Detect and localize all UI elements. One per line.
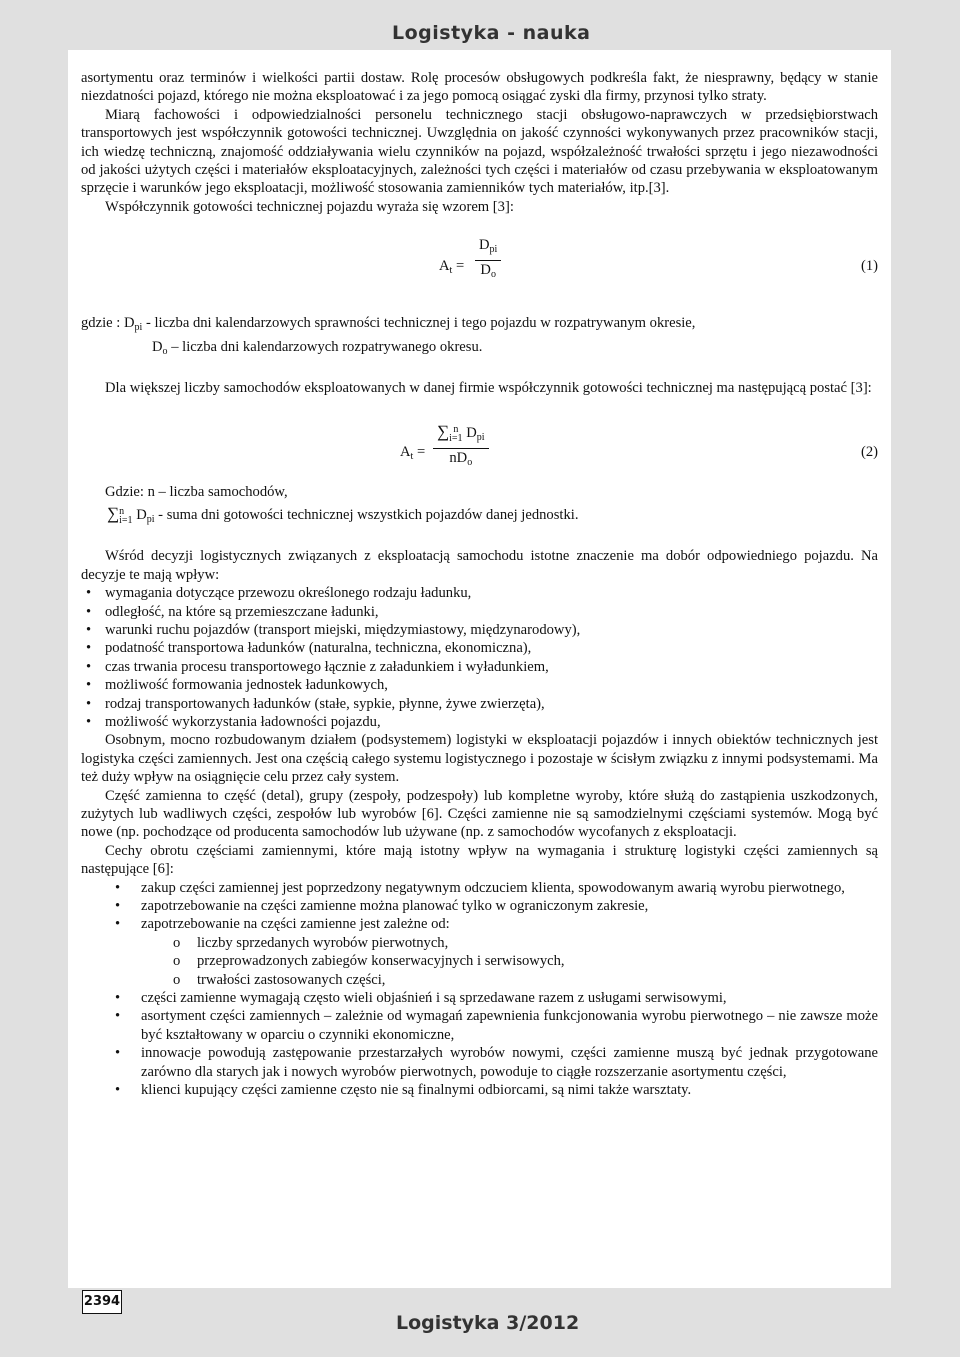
- decision-factors-list: [81, 584, 878, 731]
- formula-2: [81, 397, 878, 483]
- list-item: • warunki ruchu pojazdów (transport miejski, międzymiastowy, międzynarodowy),: [86, 621, 581, 638]
- spare-parts-features-list: [81, 879, 878, 934]
- list-item: • asortyment części zamiennych – zależnie od wymagań zapewnienia funkcjonowania wyrobu pierwotnego – nie zawsze może być kształtowany w oparciu o czynniki ekonomiczne,: [115, 1008, 878, 1043]
- list-item: • wymagania dotyczące przewozu określonego rodzaju ładunku,: [86, 585, 472, 602]
- paragraph: Miarą fachowości i odpowiedzialności personelu technicznego stacji obsługowo-naprawczych w przedsiębiorstwach transportowych jest współczynnik gotowości technicznej. Uwzględnia on jakość czynności wykonywanych przez pracowników stacji, ich wiedzę techniczną, znajomość oddziaływania wielu czynników na pojazd, współzależność trwałości sprzętu i jego niezawodności od jakości użytych części i materiałów eksploatacyjnych, zależności tych części i materiałów od czasu przebywania w eksploatowanym sprzęcie i warunków jego eksploatacji, możliwość stosowania zamienników tych materiałów, itp.[3].: [81, 106, 878, 197]
- demand-factors-sublist: [81, 934, 878, 989]
- list-item: • innowacje powodują zastępowanie przestarzałych wyrobów nowymi, części zamienne muszą być jednak przygotowane zarówno dla starych jak i nowych wyrobów pierwotnych, powoduje to ciągłe rozszerzanie asortymentu części,: [115, 1045, 878, 1080]
- formula-2-explanation: Gdzie: n – liczba samochodów,: [105, 484, 288, 501]
- list-item: o trwałości zastosowanych części,: [173, 971, 386, 988]
- paragraph: Wśród decyzji logistycznych związanych z eksploatacją samochodu istotne znaczenie ma dobór odpowiedniego pojazdu. Na decyzje te mają wpływ:: [81, 548, 878, 583]
- list-item: • klienci kupujący części zamienne często nie są finalnymi odbiorcami, są nimi także warsztaty.: [115, 1082, 692, 1099]
- formula-2-lhs: $A_t$ =: [400, 444, 426, 463]
- list-item: • zapotrzebowanie na części zamienne jest zależne od:: [115, 916, 450, 933]
- paragraph: Część zamienna to część (detal), grupy (zespoły, podzespoły) lub kompletne wyroby, które służą do zastąpienia uszkodzonych, zużytych lub wadliwych części, zespołów lub wyrobów [6]. Części zamienne nie są samodzielnymi częściami systemów. Mogą być nowe (np. pochodzące od producenta samochodów lub używane (np. z samochodów wycofanych z eksploatacji.: [81, 787, 878, 841]
- list-item: • zakup części zamiennej jest poprzedzony negatywnym odczuciem klienta, spowodowanym awarią wyrobu pierwotnego,: [115, 879, 845, 896]
- formula-1-number: (1): [860, 258, 878, 275]
- list-item: • odległość, na które są przemieszczane ładunki,: [86, 603, 379, 620]
- paragraph: asortymentu oraz terminów i wielkości partii dostaw. Rolę procesów obsługowych podkreśla fakt, że niesprawny, będący w stanie niezdatności pojazd, którego nie można eksploatować i za jego pomocą osiągać zyski dla firmy, przynosi tylko straty.: [81, 70, 878, 105]
- paragraph: Osobnym, mocno rozbudowanym działem (podsystemem) logistyki w eksploatacji pojazdów i innych obiektów technicznych jest logistyka części zamiennych. Jest ona częścią całego systemu logistycznego i pozostaje w ścisłym związku z innymi podsystemami. Ma też duży wpływ na osiągnięcie celu przez cały system.: [81, 732, 878, 786]
- formula-1: [81, 216, 878, 314]
- list-item: • czas trwania procesu transportowego łącznie z załadunkiem i wyładunkiem,: [86, 658, 549, 675]
- list-item: • możliwość formowania jednostek ładunkowych,: [86, 677, 388, 694]
- paragraph: Dla większej liczby samochodów eksploatowanych w danej firmie współczynnik gotowości technicznej ma następującą postać [3]:: [105, 380, 872, 397]
- formula-1-explanation-line2: $D_o$ – liczba dni kalendarzowych rozpatrywanego okresu.: [152, 338, 483, 357]
- list-item: • zapotrzebowanie na części zamienne można planować tylko w ograniczonym zakresie,: [115, 898, 649, 914]
- formula-1-explanation: gdzie : $D_{pi}$ - liczba dni kalendarzowych sprawności technicznej i tego pojazdu w rozpatrywanym okresie,: [81, 315, 696, 334]
- formula-2-number: (2): [860, 444, 878, 461]
- paragraph: Cechy obrotu częściami zamiennymi, które mają istotny wpływ na wymagania i strukturę logistyki części zamiennych są następujące [6]:: [81, 842, 878, 878]
- journal-issue: Logistyka 3/2012: [396, 1312, 580, 1334]
- list-item: • części zamienne wymagają często wieli objaśnień i są sprzedawane razem z usługami serwisowymi,: [115, 990, 727, 1007]
- formula-1-lhs: $A_t$ =: [439, 258, 465, 277]
- article-body: [81, 69, 878, 1099]
- list-item: o liczby sprzedanych wyrobów pierwotnych,: [173, 934, 449, 951]
- list-item: • podatność transportowa ładunków (naturalna, techniczna, ekonomiczna),: [86, 640, 532, 657]
- spare-parts-features-list-continued: [81, 989, 878, 1099]
- paragraph: Współczynnik gotowości technicznej pojazdu wyraża się wzorem [3]:: [105, 198, 514, 215]
- formula-1-fraction: $D_{pi}$ $D_o$: [475, 236, 501, 284]
- list-item: o przeprowadzonych zabiegów konserwacyjnych i serwisowych,: [173, 953, 565, 970]
- page-number: 2394: [82, 1290, 122, 1314]
- list-item: • możliwość wykorzystania ładowności pojazdu,: [86, 713, 381, 730]
- journal-section-title: Logistyka - nauka: [392, 22, 591, 44]
- formula-2-explanation-line2: ∑n i=1 $D_{pi}$ - suma dni gotowości technicznej wszystkich pojazdów danej jednostki.: [107, 503, 579, 526]
- list-item: • rodzaj transportowanych ładunków (stałe, sypkie, płynne, żywe zwierzęta),: [86, 695, 545, 712]
- formula-2-fraction: ∑ n i=1 $D_{pi}$ $nD_o$: [433, 423, 489, 472]
